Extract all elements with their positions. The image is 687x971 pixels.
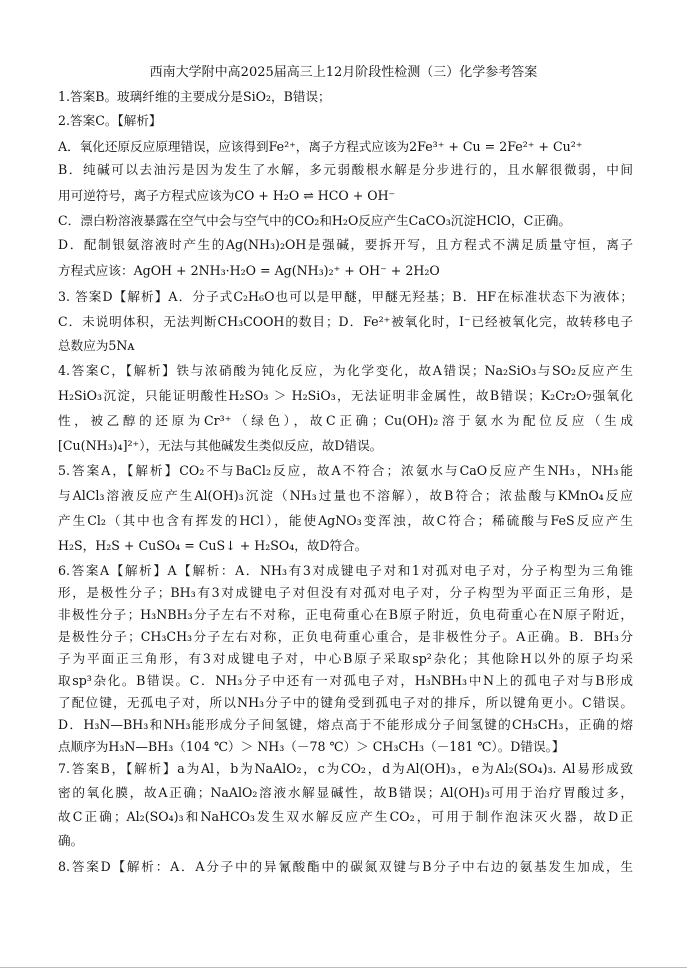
text-line: 子为平面正三角形，有3对成键电子对，中心B原子采取sp²杂化；其他除H以外的原子均采 bbox=[58, 651, 633, 666]
text-line: 5.答案A，【解析】CO₂不与BaCl₂反应，故A不符合；浓氨水与CaO反应产生NH₃，NH₃能 bbox=[58, 463, 633, 478]
text-line: [Cu(NH₃)₄]²⁺），无法与其他碱发生类似反应，故D错误。 bbox=[58, 438, 383, 453]
text-line: 故C正确；Al₂(SO₄)₃和NaHCO₃发生双水解反应产生CO₂，可用于制作泡沫灭火器，故D正 bbox=[58, 809, 633, 824]
text-line: 8.答案D【解析：A．A分子中的异氰酸酯中的碳氮双键与B分子中右边的氨基发生加成，生 bbox=[58, 859, 633, 874]
text-line: A．氧化还原反应原理错误，应该得到Fe²⁺，离子方程式应该为2Fe³⁺ + Cu = 2Fe²⁺ + Cu²⁺ bbox=[58, 139, 583, 154]
text-line: C．漂白粉溶液暴露在空气中会与空气中的CO₂和H₂O反应产生CaCO₃沉淀HClO，C正确。 bbox=[58, 213, 571, 228]
text-line: 总数应为5Nᴀ bbox=[58, 338, 135, 353]
text-line: 方程式应该：AgOH + 2NH₃·H₂O = Ag(NH₃)₂⁺ + OH⁻ + 2H₂O bbox=[58, 263, 440, 278]
text-line: D．H₃N—BH₃和NH₃能形成分子间氢键，熔点高于不能形成分子间氢键的CH₃CH₃，正确的熔 bbox=[58, 717, 633, 732]
text-line: 6.答案A【解析】A【解析：A．NH₃有3对成键电子对和1对孤对电子对，分子构型为三角锥 bbox=[58, 563, 633, 578]
text-line: 取sp³杂化。B错误。C．NH₃分子中还有一对孤电子对，H₃NBH₃中N上的孤电子对与B形成 bbox=[58, 673, 633, 688]
text-line: 点顺序为H₃N—BH₃（104 ℃）＞ NH₃（－78 ℃）＞ CH₃CH₃（－181 ℃）。D错误。】 bbox=[58, 739, 565, 754]
text-line: 非极性分子；H₃NBH₃分子左右不对称，正电荷重心在B原子附近，负电荷重心在N原子附近， bbox=[58, 607, 633, 622]
text-line: 性，被乙醇的还原为Cr³⁺（绿色），故C正确；Cu(OH)₂溶于氨水为配位反应（生成 bbox=[58, 413, 633, 428]
text-line: 形，是极性分子；BH₃有3对成键电子对但没有对孤对电子对，分子构型为平面正三角形，是 bbox=[58, 585, 633, 600]
page-bottom-divider bbox=[0, 967, 687, 968]
text-line: 1.答案B。玻璃纤维的主要成分是SiO₂，B错误； bbox=[58, 89, 331, 104]
text-line: 2.答案C。【解析】 bbox=[58, 113, 162, 128]
text-line: 4.答案C，【解析】铁与浓硝酸为钝化反应，为化学变化，故A错误；Na₂SiO₃与SO₂反应产生 bbox=[58, 363, 633, 378]
text-line: H₂S，H₂S + CuSO₄ = CuS↓ + H₂SO₄，故D符合。 bbox=[58, 538, 368, 553]
text-line: 产生Cl₂（其中也含有挥发的HCl），能使AgNO₃变浑浊，故C符合；稀硫酸与FeS反应产生 bbox=[58, 513, 633, 528]
text-line: 密的氧化膜，故A正确；NaAlO₂溶液水解显碱性，故B错误；Al(OH)₃可用于治疗胃酸过多， bbox=[58, 785, 633, 800]
text-line: B．纯碱可以去油污是因为发生了水解，多元弱酸根水解是分步进行的，且水解很微弱，中间 bbox=[58, 162, 633, 177]
text-line: D．配制银氨溶液时产生的Ag(NH₃)₂OH是强碱，要拆开写，且方程式不满足质量守恒，离子 bbox=[58, 237, 633, 252]
document-title: 西南大学附中高2025届高三上12月阶段性检测（三）化学参考答案 bbox=[149, 65, 538, 80]
text-line: 确。 bbox=[58, 833, 84, 848]
text-line: 7.答案B，【解析】a为Al，b为NaAlO₂，c为CO₂，d为Al(OH)₃，e为Al₂(SO₄)₃. Al易形成致 bbox=[58, 761, 633, 776]
text-line: 用可逆符号，离子方程式应该为CO + H₂O ⇌ HCO + OH⁻ bbox=[58, 188, 396, 203]
text-line: H₂SiO₃沉淀，只能证明酸性H₂SO₃ ＞ H₂SiO₃，无法证明非金属性，故B错误；K₂Cr₂O₇强氧化 bbox=[58, 388, 633, 403]
text-line: 3. 答案D【解析】A．分子式C₂H₆O也可以是甲醚，甲醚无羟基；B．HF在标准状态下为液体； bbox=[58, 289, 633, 304]
text-line: 了配位键，无孤电子对，所以NH₃分子中的键角受到孤电子对的排斥，所以键角更小。C错误。 bbox=[58, 695, 633, 710]
text-line: C．未说明体积，无法判断CH₃COOH的数目；D．Fe²⁺被氧化时，I⁻已经被氧化完，故转移电子 bbox=[58, 314, 633, 329]
text-line: 是极性分子；CH₃CH₃分子左右对称，正负电荷重心重合，是非极性分子。A正确。B．BH₃分 bbox=[58, 629, 633, 644]
text-line: 与AlCl₃溶液反应产生Al(OH)₃沉淀（NH₃过量也不溶解），故B符合；浓盐酸与KMnO₄反应 bbox=[58, 488, 633, 503]
